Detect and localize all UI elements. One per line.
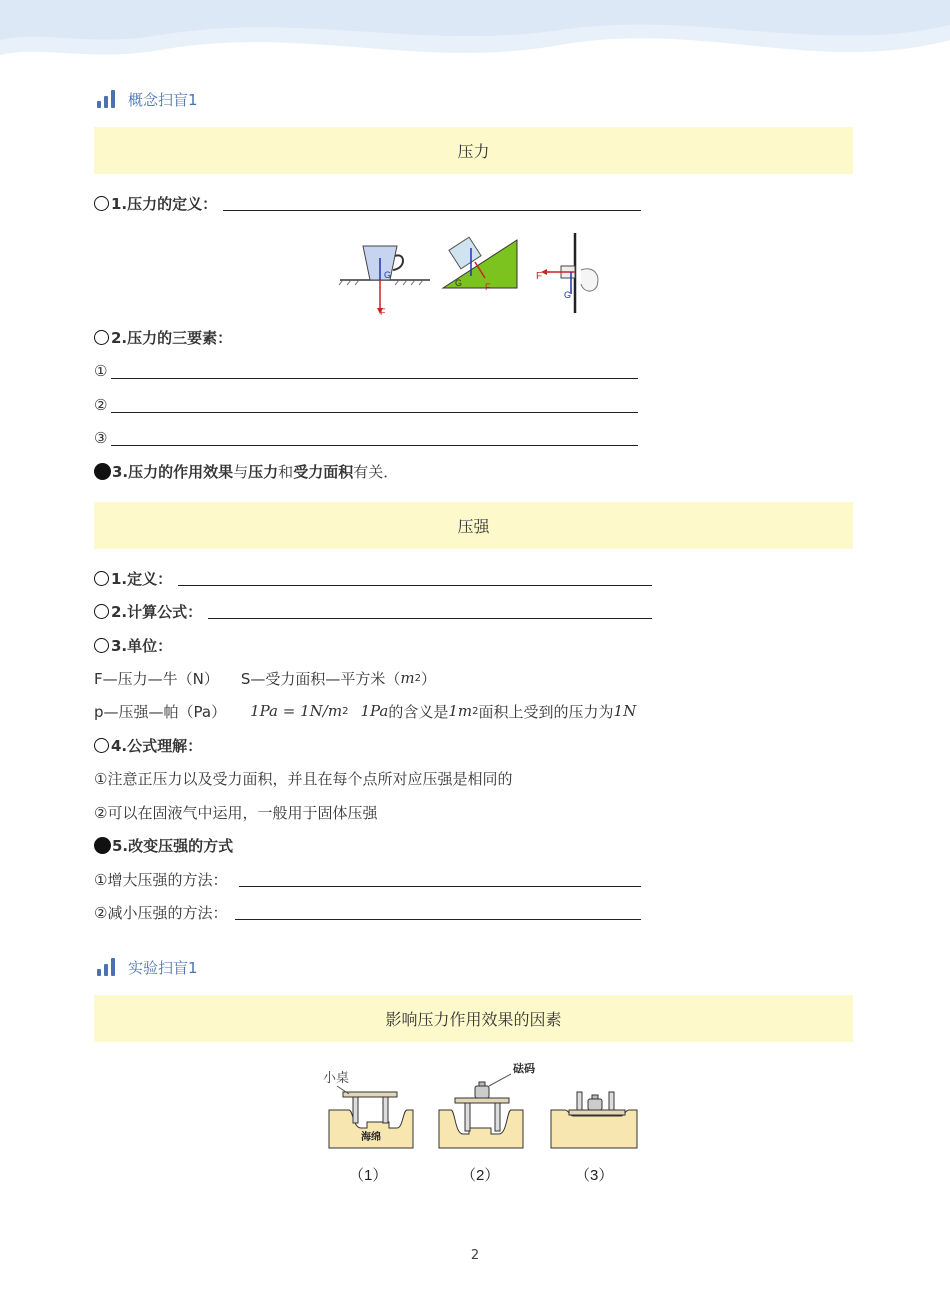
unit-f-s-line <box>94 666 436 690</box>
p-unit-label: 3.单位： <box>111 636 173 655</box>
p-definition-line <box>94 566 652 590</box>
circle-marker-icon <box>94 330 109 345</box>
circle-marker-icon <box>94 738 109 753</box>
circle-marker-icon <box>94 196 109 211</box>
section-title: 实验扫盲1 <box>128 958 198 977</box>
label-g2: G <box>455 278 463 288</box>
pf-item-1 <box>94 359 638 383</box>
band-experiment: 影响压力作用效果的因素 <box>94 995 853 1042</box>
increase-label: ①增大压强的方法： <box>94 870 228 889</box>
pa-meaning: 1Pa <box>360 702 389 720</box>
pa-meaning: 的含义是 <box>388 702 449 721</box>
superscript: 2 <box>472 705 479 717</box>
label-g1: G <box>384 270 392 280</box>
label-f1: F <box>380 307 386 317</box>
pa-equation: 1Pa = 1N/m <box>250 702 343 720</box>
p-formula-line <box>94 599 652 623</box>
answer-blank[interactable] <box>111 431 638 446</box>
cup-on-ground-diagram <box>339 246 430 317</box>
caption-1: （1） <box>349 1167 388 1184</box>
pf-item-3 <box>94 426 638 450</box>
increase-line <box>94 867 641 891</box>
caption-3: （3） <box>575 1167 614 1184</box>
experiment-panel-3 <box>551 1092 637 1184</box>
pressure-force-figure <box>335 228 615 323</box>
label-f2: F <box>485 282 491 292</box>
decrease-label: ②减小压强的方法： <box>94 903 228 922</box>
p-change-label: 5.改变压强的方式 <box>112 836 234 855</box>
effect-text: 和 <box>278 462 294 481</box>
pf-elements-line <box>94 325 232 349</box>
item-number: ② <box>94 396 108 414</box>
table-label: 小桌 <box>323 1070 350 1085</box>
answer-blank[interactable] <box>235 905 641 920</box>
answer-blank[interactable] <box>239 872 641 887</box>
unit-area-symbol: m <box>400 669 415 687</box>
pf-definition-label: 1.压力的定义： <box>111 194 218 213</box>
section-title: 概念扫盲1 <box>128 90 198 109</box>
pa-meaning: 1N <box>613 702 637 720</box>
band-pressure-force: 压力 <box>94 127 853 174</box>
weight-label: 砝码 <box>513 1063 535 1075</box>
answer-blank[interactable] <box>111 398 638 413</box>
bar-chart-icon <box>96 957 118 977</box>
answer-blank[interactable] <box>208 604 652 619</box>
pa-meaning: 1m <box>448 702 473 720</box>
circle-marker-icon <box>94 638 109 653</box>
p-change-line <box>94 833 233 857</box>
pa-meaning: 面积上受到的压力为 <box>478 702 614 721</box>
header-wave <box>0 0 950 70</box>
pf-effect-line <box>94 459 398 483</box>
answer-blank[interactable] <box>223 196 641 211</box>
p-definition-label: 1.定义： <box>111 569 173 588</box>
band-pressure: 压强 <box>94 502 853 549</box>
unit-area: S—受力面积—平方米（ <box>240 669 401 688</box>
decrease-line <box>94 900 641 924</box>
caption-2: （2） <box>461 1167 500 1184</box>
section-heading-experiment <box>96 956 198 978</box>
effect-text: 有关． <box>353 462 399 481</box>
label-f3: F <box>536 271 543 282</box>
p-understand-label: 4.公式理解： <box>111 736 203 755</box>
incline-diagram <box>443 237 517 292</box>
pf-definition-line <box>94 191 641 215</box>
pf-item-2 <box>94 393 638 417</box>
answer-blank[interactable] <box>178 571 652 586</box>
experiment-panel-1 <box>323 1070 413 1184</box>
effect-text: 受力面积 <box>293 462 354 481</box>
unit-force: F—压力—牛（N） <box>94 669 219 688</box>
unit-area-close: ） <box>421 669 437 688</box>
p-unit-line <box>94 633 172 657</box>
circle-marker-icon <box>94 571 109 586</box>
item-number: ① <box>94 362 108 380</box>
effect-text: 3.压力的作用效果 <box>112 462 234 481</box>
effect-text: 与 <box>233 462 249 481</box>
filled-circle-icon <box>94 463 111 480</box>
unit-pressure: p—压强—帕（Pa） <box>94 702 227 721</box>
item-number: ③ <box>94 429 108 447</box>
page-number: 2 <box>470 1248 480 1263</box>
effect-text: 压力 <box>248 462 279 481</box>
label-g3: G <box>564 290 572 300</box>
superscript: 2 <box>342 705 349 717</box>
bar-chart-icon <box>96 89 118 109</box>
unit-p-line <box>94 699 636 723</box>
answer-blank[interactable] <box>111 364 638 379</box>
filled-circle-icon <box>94 837 111 854</box>
p-understand-line <box>94 733 202 757</box>
experiment-figure <box>315 1058 645 1188</box>
experiment-panel-2 <box>439 1061 535 1184</box>
wall-push-diagram <box>536 233 598 313</box>
p-formula-label: 2.计算公式： <box>111 602 203 621</box>
understand-1: ①注意正压力以及受力面积，并且在每个点所对应压强是相同的 <box>94 769 513 788</box>
circle-marker-icon <box>94 604 109 619</box>
section-heading-concept <box>96 88 198 110</box>
sponge-label: 海绵 <box>361 1132 381 1143</box>
understand-2: ②可以在固液气中运用，一般用于固体压强 <box>94 803 378 822</box>
pf-elements-label: 2.压力的三要素： <box>111 328 233 347</box>
superscript: 2 <box>414 672 421 684</box>
